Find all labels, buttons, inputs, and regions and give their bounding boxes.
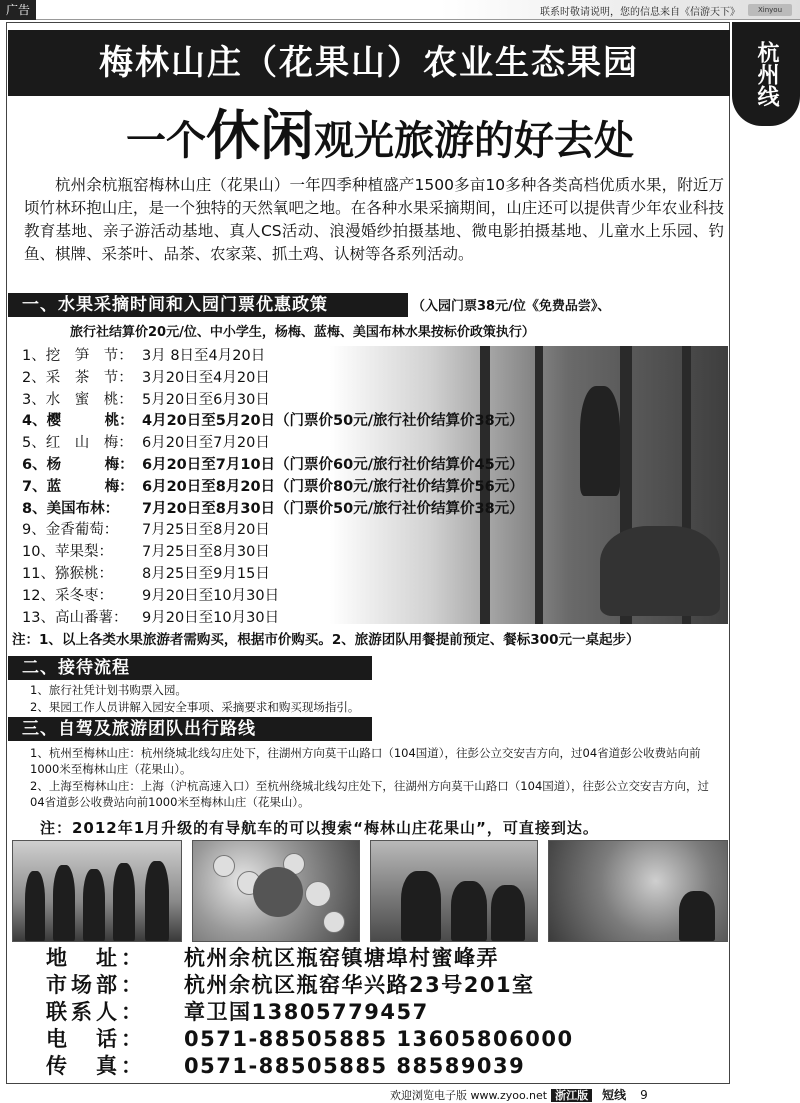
- contact-value: 章卫国13805779457: [184, 1000, 429, 1024]
- fruit-period: 6月20日至7月20日: [142, 435, 270, 452]
- route-item: 2、上海至梅林山庄：上海（沪杭高速入口）至杭州绕城北线勾庄处下，往湖州方向莫干山路口（104国道），往彭公立交安吉方向，过04省道彭公收费站向前1000米至梅林山庄（花果山）。: [30, 779, 710, 809]
- schedule-row: [22, 346, 622, 368]
- person-figure: [491, 885, 525, 941]
- slogan-emphasis: 休闲: [206, 103, 314, 167]
- page-footer: [390, 1087, 648, 1103]
- fruit-name: 2、采 茶 节：: [22, 369, 133, 386]
- fruit-period: 5月20日至6月30日: [142, 391, 270, 408]
- purchase-note: 注：1、以上各类水果旅游者需购买，根据市价购买。2、旅游团队用餐提前预定、餐标300元一桌起步）: [12, 632, 640, 648]
- photo-strip: [12, 840, 728, 942]
- footer-browse-text: 欢迎浏览电子版 www.zyoo.net: [390, 1089, 548, 1102]
- schedule-row: [22, 368, 622, 390]
- page-number: 9: [640, 1088, 648, 1102]
- schedule-row: [22, 564, 622, 586]
- contact-label: 电 话：: [46, 1027, 146, 1051]
- schedule-row: [22, 477, 622, 499]
- tea-picking-photo: [370, 840, 538, 942]
- contact-value: 杭州余杭区瓶窑镇塘埠村蜜峰弄: [184, 946, 499, 970]
- fruit-name: 12、采冬枣：: [22, 587, 113, 604]
- contact-fax: [46, 1053, 726, 1080]
- page-title: 梅林山庄（花果山）农业生态果园: [8, 30, 730, 96]
- top-strip: [0, 0, 800, 20]
- reception-step: 2、果园工作人员讲解入园安全事项、采摘要求和购买现场指引。: [30, 700, 360, 714]
- contact-label: 联系人：: [46, 1000, 146, 1024]
- fruit-name: 6、杨 梅：: [22, 456, 134, 473]
- fruit-period: 4月20日至5月20日（门票价50元/旅行社价结算价38元）: [142, 413, 524, 430]
- person-figure: [401, 871, 441, 941]
- grape-icon: [213, 855, 235, 877]
- fruit-name: 8、美国布林：: [22, 500, 120, 517]
- cs-activity-photo: [12, 840, 182, 942]
- person-figure: [83, 869, 105, 941]
- ticket-note-line2: 旅行社结算价20元/位、中小学生，杨梅、蓝梅、美国布林水果按标价政策执行）: [70, 325, 535, 340]
- picking-schedule: [22, 346, 622, 629]
- ad-tag: 广告: [0, 0, 36, 20]
- schedule-row: [22, 608, 622, 630]
- slogan-prefix: 一个: [126, 117, 206, 164]
- person-figure: [53, 865, 75, 941]
- section-heading-reception: 二、接待流程: [8, 656, 372, 680]
- contact-address: [46, 945, 726, 972]
- reception-step: 1、旅行社凭计划书购票入园。: [30, 683, 187, 697]
- schedule-row: [22, 520, 622, 542]
- fruit-name: 3、水 蜜 桃：: [22, 391, 133, 408]
- fruit-period: 8月25日至9月15日: [142, 565, 270, 582]
- schedule-row: [22, 542, 622, 564]
- fruit-name: 13、高山番薯：: [22, 609, 128, 626]
- fruit-period: 3月20日至4月20日: [142, 369, 270, 386]
- reception-steps: [30, 682, 359, 716]
- contact-value: 0571-88505885 88589039: [184, 1054, 526, 1078]
- schedule-row: [22, 586, 622, 608]
- person-figure: [113, 863, 135, 941]
- contact-label: 市场部：: [46, 973, 146, 997]
- section-label: 短线: [602, 1088, 627, 1102]
- grape-icon: [305, 881, 331, 907]
- navigation-note: 注：2012年1月升级的有导航车的可以搜索“梅林山庄花果山”，可直接到达。: [40, 819, 599, 837]
- contact-label: 传 真：: [46, 1054, 146, 1078]
- fruit-period: 6月20日至8月20日（门票价80元/旅行社价结算价56元）: [142, 478, 524, 495]
- section-heading-picking: 一、水果采摘时间和入园门票优惠政策: [8, 293, 408, 317]
- fruit-period: 3月 8日至4月20日: [142, 348, 266, 364]
- fruit-name: 11、猕猴桃：: [22, 565, 113, 582]
- person-figure: [253, 867, 303, 917]
- schedule-row: [22, 433, 622, 455]
- contact-market: [46, 972, 726, 999]
- contact-value: 杭州余杭区瓶窑华兴路23号201室: [184, 973, 535, 997]
- fruit-name: 9、金香葡萄：: [22, 522, 119, 539]
- intro-paragraph: 杭州余杭瓶窑梅林山庄（花果山）一年四季种植盛产1500多亩10多种各类高档优质水果，附近万顷竹林环抱山庄，是一个独特的天然氧吧之地。在各种水果采摘期间，山庄还可以提供青少年农业科技教育基地、亲子游活动基地、真人CS活动、浪漫婚纱拍摄基地、微电影拍摄基地、儿童水上乐园、钓鱼、棋牌、采茶叶、品茶、农家菜、抓土鸡、认树等各系列活动。: [24, 176, 724, 263]
- contact-value: 0571-88505885 13605806000: [184, 1027, 574, 1051]
- contact-person: [46, 999, 726, 1026]
- contact-notice: 联系时敬请说明，您的信息来自《信游天下》: [540, 7, 740, 18]
- grape-icon: [323, 911, 345, 933]
- fruit-period: 7月25日至8月30日: [142, 544, 270, 561]
- route-list: [30, 745, 720, 811]
- route-tab-label: 杭州线: [754, 41, 779, 107]
- schedule-row: [22, 411, 622, 433]
- slogan: [40, 104, 720, 172]
- fruit-period: 9月20日至10月30日: [142, 609, 280, 626]
- person-figure: [679, 891, 715, 941]
- contact-label: 地 址：: [46, 946, 146, 970]
- schedule-row: [22, 390, 622, 412]
- schedule-row: [22, 499, 622, 521]
- contact-block: [46, 945, 726, 1080]
- route-item: 1、杭州至梅林山庄：杭州绕城北线勾庄处下，往湖州方向莫干山路口（104国道），往彭公立交安吉方向，过04省道彭公收费站向前1000米至梅林山庄（花果山）。: [30, 746, 701, 776]
- fruit-period: 6月20日至7月10日（门票价60元/旅行社价结算价45元）: [142, 456, 524, 473]
- person-figure: [451, 881, 487, 941]
- grape-photo: [192, 840, 360, 942]
- route-tab: [732, 22, 800, 126]
- fruit-name: 5、红 山 梅：: [22, 435, 133, 452]
- fruit-name: 10、苹果梨：: [22, 544, 113, 561]
- contact-phone: [46, 1026, 726, 1053]
- ticket-note-line1: （入园门票38元/位《免费品尝》、: [412, 299, 611, 314]
- edition-badge: 浙江版: [551, 1089, 592, 1102]
- person-figure: [145, 861, 169, 941]
- section-heading-routes: 三、自驾及旅游团队出行路线: [8, 717, 372, 741]
- fruit-name: 7、蓝 梅：: [22, 478, 134, 495]
- fruit-period: 7月25日至8月20日: [142, 522, 270, 539]
- fruit-name: 4、樱 桃：: [22, 413, 134, 430]
- schedule-row: [22, 455, 622, 477]
- publisher-logo: Xinyou: [748, 4, 792, 16]
- person-figure: [25, 871, 45, 941]
- fruit-period: 9月20日至10月30日: [142, 587, 280, 604]
- fruit-period: 7月20日至8月30日（门票价50元/旅行社价结算价38元）: [142, 500, 524, 517]
- slogan-suffix: 观光旅游的好去处: [314, 117, 634, 164]
- orchard-tree-photo: [548, 840, 728, 942]
- fruit-name: 1、挖 笋 节：: [22, 348, 133, 364]
